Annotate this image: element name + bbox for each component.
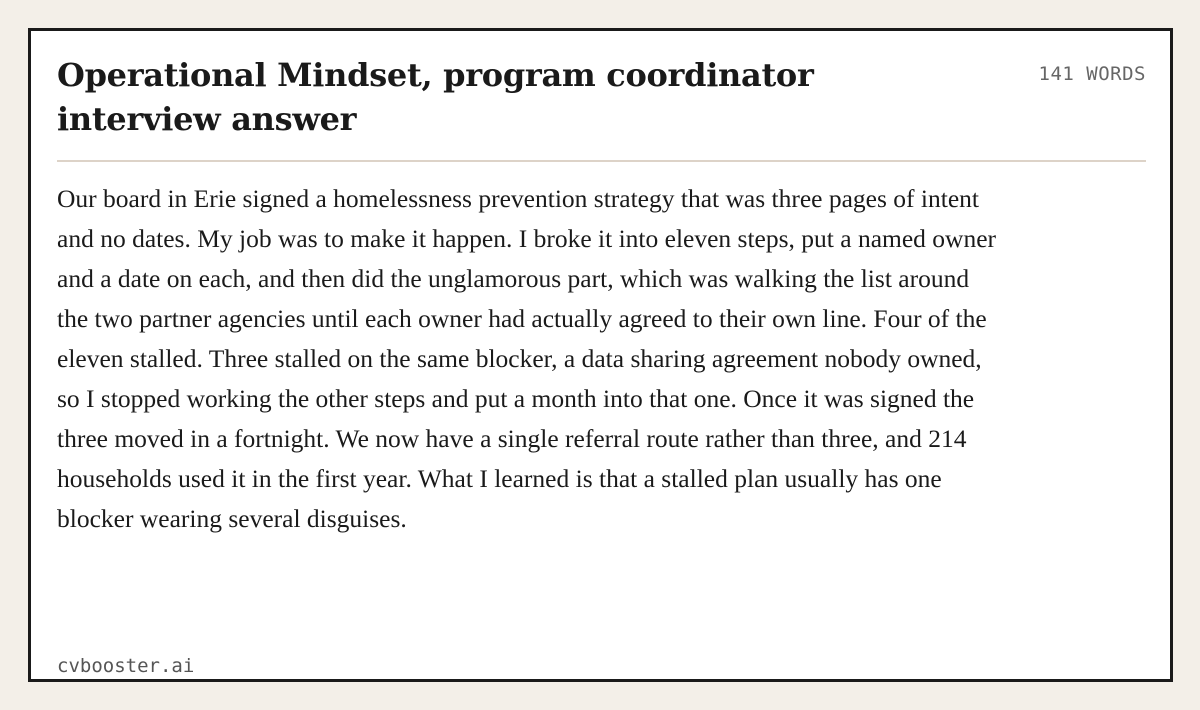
answer-body (57, 179, 997, 539)
card-header (57, 53, 1146, 141)
answer-text: Our board in Erie signed a homelessness prevention strategy that was three pages of intent and no dates. My job was to make it happen. I broke it into eleven steps, put a named owner and a date on each, and then did the unglamorous part, which was walking the list around the two partner agencies until each owner had actually agreed to their own line. Four of the eleven stalled. Three stalled on the same blocker, a data sharing agreement nobody owned, so I stopped working the other steps and put a month into that one. Once it was signed the three moved in a fortnight. We now have a single referral route rather than three, and 214 households used it in the first year. What I learned is that a stalled plan usually has one blocker wearing several disguises. (57, 184, 997, 533)
footer-brand: cvbooster.ai (57, 655, 195, 677)
header-divider (57, 160, 1146, 162)
answer-card (28, 28, 1173, 682)
word-count-badge: 141 WORDS (1038, 63, 1146, 85)
answer-title: Operational Mindset, program coordinator interview answer (57, 56, 814, 138)
